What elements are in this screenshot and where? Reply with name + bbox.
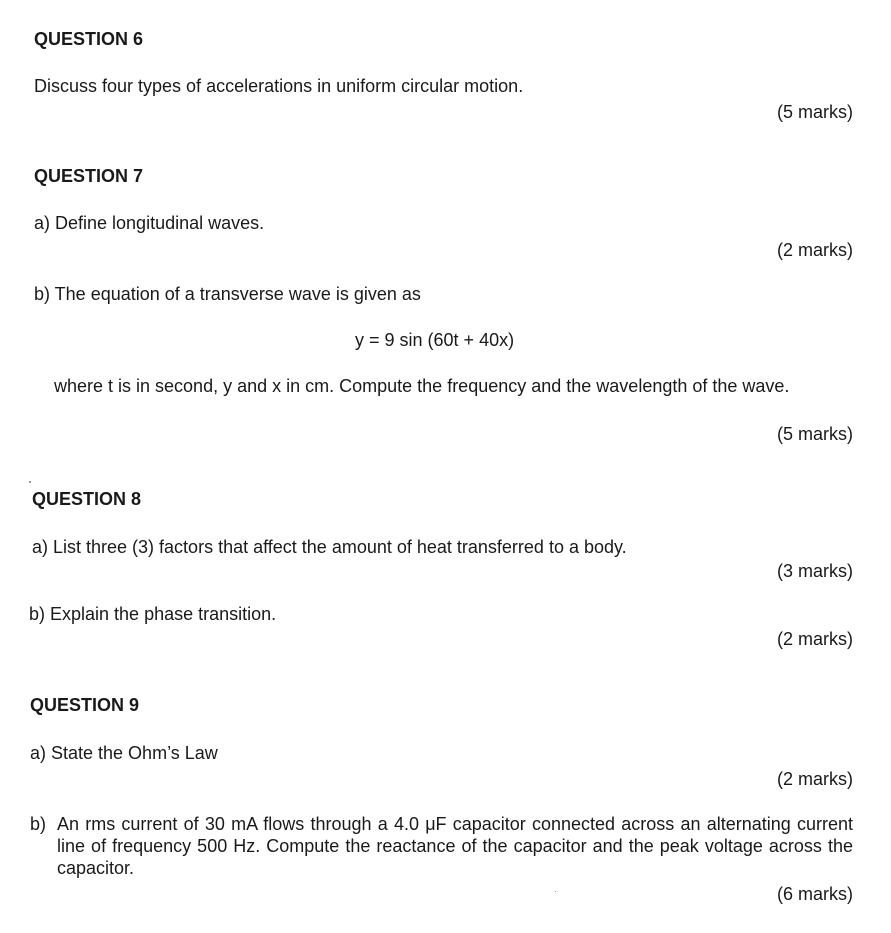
question-9a-marks: (2 marks) — [777, 769, 853, 789]
question-7b-text: b) The equation of a transverse wave is given as — [34, 284, 421, 304]
question-7b-where-text: where t is in second, y and x in cm. Compute the frequency and the wavelength of the wave. — [54, 376, 790, 396]
question-8b-text: b) Explain the phase transition. — [29, 604, 277, 624]
question-9b-label: b) — [30, 814, 47, 834]
question-6-text: Discuss four types of accelerations in uniform circular motion. — [34, 76, 524, 96]
question-6-heading: QUESTION 6 — [34, 29, 144, 49]
question-7a-text: a) Define longitudinal waves. — [34, 213, 265, 233]
question-8-heading: QUESTION 8 — [32, 489, 142, 509]
question-8a-text: a) List three (3) factors that affect the amount of heat transferred to a body. — [32, 537, 627, 557]
scan-speck — [555, 891, 556, 892]
question-7a-marks: (2 marks) — [777, 240, 853, 260]
question-9a-text: a) State the Ohm’s Law — [30, 743, 218, 763]
question-9b-text: An rms current of 30 mA flows through a 4.0 μF capacitor connected across an alternating current line of frequency 500 Hz. Compute the reactance of the capacitor and the peak voltage across the capacitor. — [57, 814, 853, 878]
question-7b-equation: y = 9 sin (60t + 40x) — [355, 330, 515, 350]
question-7-heading: QUESTION 7 — [34, 166, 144, 186]
question-9-heading: QUESTION 9 — [30, 695, 140, 715]
scan-speck — [29, 481, 31, 483]
question-8b-marks: (2 marks) — [777, 629, 853, 649]
question-6-marks: (5 marks) — [777, 102, 853, 122]
question-9b-marks: (6 marks) — [777, 884, 853, 904]
question-8a-marks: (3 marks) — [777, 561, 853, 581]
question-7b-marks: (5 marks) — [777, 424, 853, 444]
